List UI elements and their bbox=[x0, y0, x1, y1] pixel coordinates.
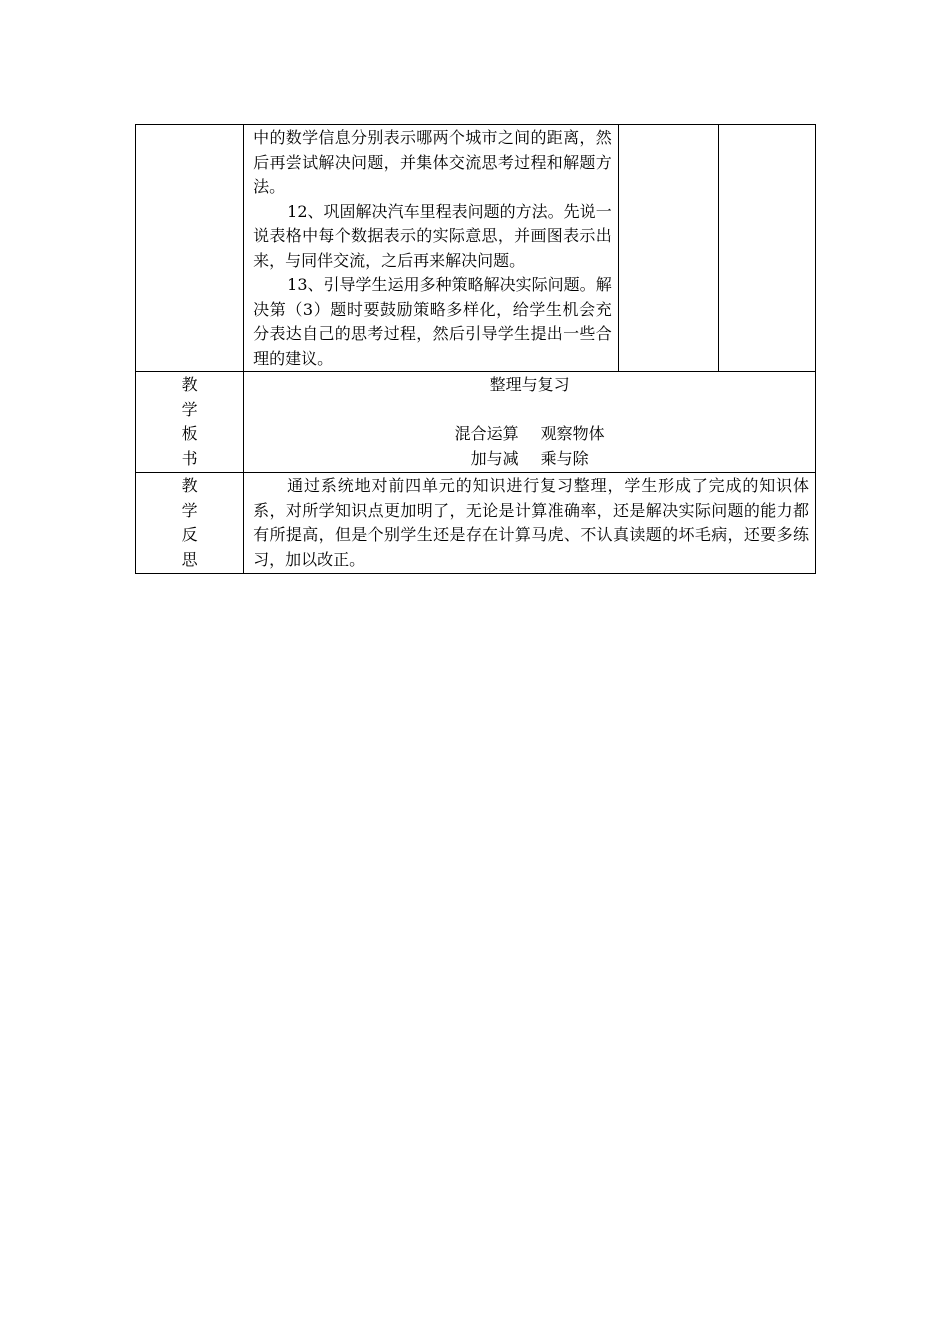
board-line-2 bbox=[244, 447, 815, 472]
board-line-1 bbox=[244, 422, 815, 447]
board-label-char: 板 bbox=[181, 424, 198, 443]
reflection-content-cell bbox=[244, 473, 816, 574]
reflection-text: 通过系统地对前四单元的知识进行复习整理，学生形成了完成的知识体系，对所学知识点更加明了，无论是计算准确率，还是解决实际问题的能力都有所提高，但是个别学生还是存在计算马虎、不认真读题的坏毛病，还要多练习，加以改正。 bbox=[253, 476, 809, 569]
process-content-cell bbox=[244, 125, 619, 372]
process-col4-cell bbox=[718, 125, 815, 372]
reflection-label-char: 反 bbox=[181, 525, 198, 544]
process-row bbox=[136, 125, 816, 372]
board-label-char: 教 bbox=[181, 375, 198, 394]
process-paragraph: 12、巩固解决汽车里程表问题的方法。先说一说表格中每个数据表示的实际意思，并画图表示出来，与同伴交流，之后再来解决问题。 bbox=[253, 201, 612, 270]
reflection-label-cell bbox=[136, 473, 244, 574]
board-row bbox=[136, 372, 816, 473]
board-label-char: 学 bbox=[181, 399, 198, 419]
process-paragraph: 中的数学信息分别表示哪两个城市之间的距离，然后再尝试解决问题，并集体交流思考过程和解题方法。 bbox=[253, 128, 612, 196]
process-col3-cell bbox=[618, 125, 718, 372]
board-item: 混合运算 bbox=[454, 424, 519, 443]
board-label-cell bbox=[136, 372, 244, 473]
reflection-label-char: 教 bbox=[181, 476, 198, 495]
board-label-char: 书 bbox=[181, 448, 198, 468]
process-label-cell bbox=[136, 125, 244, 372]
board-item: 观察物体 bbox=[540, 424, 605, 443]
lesson-plan-table bbox=[135, 124, 816, 574]
reflection-row bbox=[136, 473, 816, 574]
reflection-label-char: 思 bbox=[181, 549, 198, 569]
board-item: 乘与除 bbox=[540, 448, 589, 468]
board-content-cell bbox=[244, 372, 816, 473]
board-item: 加与减 bbox=[470, 448, 519, 468]
process-paragraph: 13、引导学生运用多种策略解决实际问题。解决第（3）题时要鼓励策略多样化，给学生机会充分表达自己的思考过程，然后引导学生提出一些合理的建议。 bbox=[253, 275, 612, 368]
reflection-label-char: 学 bbox=[181, 500, 198, 520]
board-title: 整理与复习 bbox=[489, 375, 570, 394]
board-spacer bbox=[244, 398, 815, 423]
